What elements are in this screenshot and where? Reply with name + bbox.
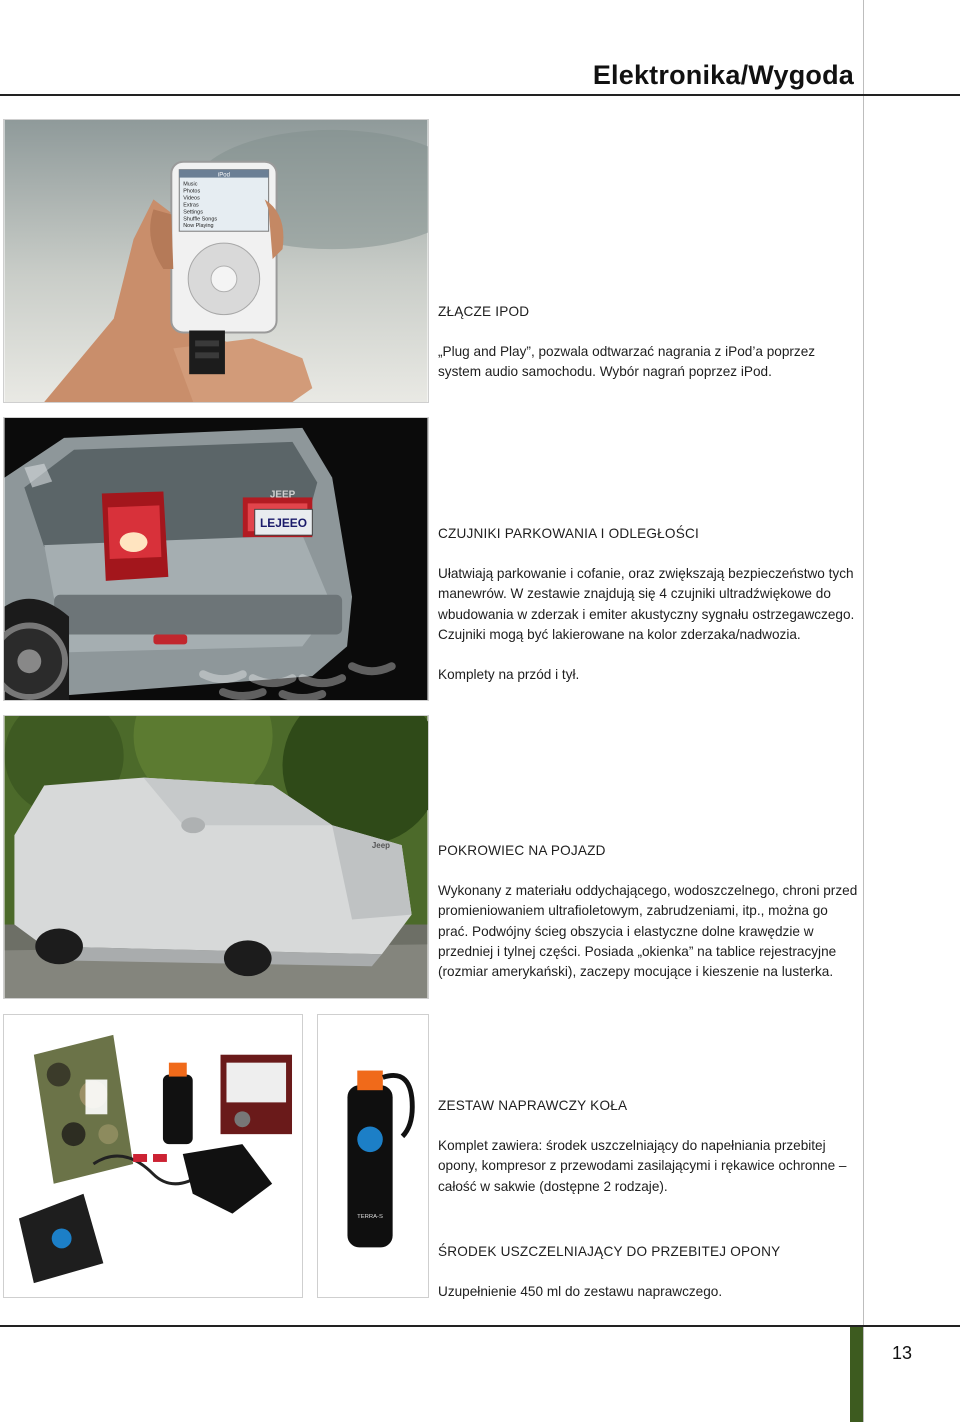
ipod-menu-item: Music bbox=[183, 181, 198, 188]
section-heading: POKROWIEC NA POJAZD bbox=[438, 843, 606, 858]
section-body: Uzupełnienie 450 ml do zestawu naprawczego. bbox=[438, 1284, 723, 1300]
cover-badge: Jeep bbox=[371, 841, 390, 851]
sealant-bottle-photo bbox=[317, 1014, 429, 1298]
bottle-label: TERRA-S bbox=[357, 1213, 383, 1220]
page-title: Elektronika/Wygoda bbox=[592, 60, 854, 90]
ipod-menu-item: Videos bbox=[183, 195, 200, 202]
section-body: Komplet zawiera: środek uszczelniający do napełniania przebitej opony, kompresor z przewodami zasilającymi i rękawice ochronne – całość w sakwie (dostępne 2 rodzaje). bbox=[438, 1138, 847, 1194]
section-parking-sensors bbox=[438, 524, 858, 685]
accent-bar bbox=[850, 1327, 863, 1422]
ipod-menu-item: Shuffle Songs bbox=[183, 216, 218, 223]
ipod-menu-item: Now Playing bbox=[183, 223, 214, 230]
page-number: 13 bbox=[892, 1343, 913, 1363]
section-heading: CZUJNIKI PARKOWANIA I ODLEGŁOŚCI bbox=[438, 526, 699, 541]
header-rule bbox=[0, 94, 960, 96]
section-vehicle-cover bbox=[438, 841, 858, 982]
jeep-badge: JEEP bbox=[269, 489, 296, 501]
section-body: Wykonany z materiału oddychającego, wodoszczelnego, chroni przed promieniowaniem ultrafioletowym, zabrudzeniami, itp., można go prać. Podwójny ścieg obszycia i elastyczne dolne krawędzie w przedniej i tylnej części. Posiada „okienka” na tablice rejestracyjne (rozmiar amerykański), zaczepy mocujące i kieszenie na lusterka. bbox=[438, 883, 858, 980]
section-note: Komplety na przód i tył. bbox=[438, 667, 580, 683]
repair-kit-illustration bbox=[4, 1015, 302, 1297]
car-cover-illustration bbox=[4, 716, 428, 998]
ipod-menu-item: Settings bbox=[183, 209, 203, 216]
section-repair-kit bbox=[438, 1096, 858, 1197]
vehicle-cover-photo bbox=[3, 715, 429, 999]
ipod-connector-photo bbox=[3, 119, 429, 403]
license-plate-text: LEJEEO bbox=[260, 516, 308, 531]
ipod-menu-item: Photos bbox=[183, 188, 201, 195]
page-vertical-rule bbox=[863, 0, 864, 1422]
section-ipod bbox=[438, 302, 858, 383]
section-heading: ZESTAW NAPRAWCZY KOŁA bbox=[438, 1098, 628, 1113]
ipod-illustration bbox=[4, 120, 428, 402]
tire-repair-kit-photo bbox=[3, 1014, 303, 1298]
section-heading: ŚRODEK USZCZELNIAJĄCY DO PRZEBITEJ OPONY bbox=[438, 1244, 781, 1259]
section-body: Ułatwiają parkowanie i cofanie, oraz zwiększają bezpieczeństwo tych manewrów. W zestawie znajdują się 4 czujniki ultradźwiękowe do wbudowania w zderzak i emiter akustyczny sygnału ostrzegawczego. Czujniki mogą być lakierowane na kolor zderzaka/nadwozia. bbox=[438, 566, 855, 642]
section-body: „Plug and Play”, pozwala odtwarzać nagrania z iPod’a poprzez system audio samochodu. Wybór nagrań poprzez iPod. bbox=[438, 344, 816, 380]
sealant-bottle-illustration bbox=[318, 1015, 428, 1297]
ipod-screen-title: iPod bbox=[217, 172, 230, 179]
section-heading: ZŁĄCZE IPOD bbox=[438, 304, 530, 319]
jeep-rear-illustration bbox=[4, 418, 428, 700]
footer-rule bbox=[0, 1325, 960, 1327]
section-sealant bbox=[438, 1242, 858, 1302]
ipod-menu-item: Extras bbox=[183, 202, 199, 209]
parking-sensors-photo bbox=[3, 417, 429, 701]
